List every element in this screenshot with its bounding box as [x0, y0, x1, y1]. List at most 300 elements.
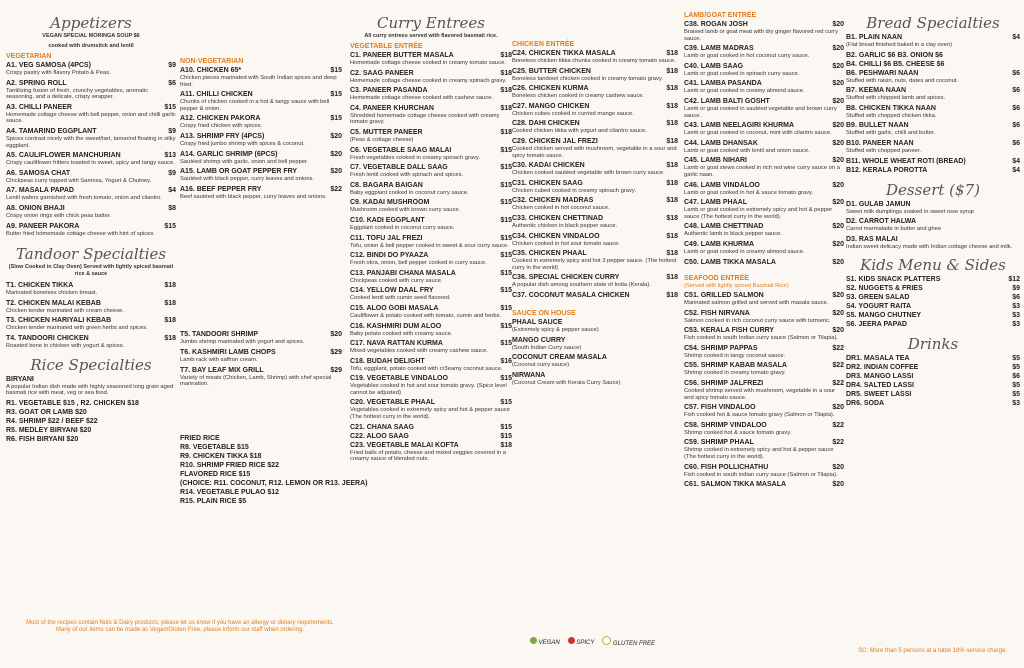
item-desc: Chickpeas curry topped with Samosa, Yogurt & Chutney. — [6, 177, 152, 184]
item-name: DR3. MANGO LASSI — [846, 373, 914, 381]
veg-entree-column — [350, 8, 512, 662]
item-price: $18 — [666, 85, 678, 93]
item-price: $13 — [164, 152, 176, 160]
item-name: T1. CHICKEN TIKKA — [6, 282, 74, 290]
item-desc: Vegetables cooked in hot and sour tomato gravy. (Spice level cannot be adjusted) — [350, 383, 507, 396]
item-desc: Braised lamb or goat meat with dry ginger flavored red curry sauce. — [684, 29, 839, 42]
menu-item — [350, 69, 512, 85]
item-name: C32. CHICKEN MADRAS — [512, 197, 594, 205]
menu-item — [846, 51, 1020, 60]
item-name: C43. LAMB NEELAGIRI KHURMA — [684, 122, 795, 130]
menu-item — [350, 339, 512, 355]
item-name: C60. FISH POLLICHATHU — [684, 463, 769, 471]
item-price: $16 — [500, 357, 512, 365]
menu-item — [180, 167, 342, 183]
menu-item — [512, 179, 678, 195]
dessert-list — [846, 200, 1020, 251]
item-price: $18 — [500, 441, 512, 449]
item-name: A10. CHICKEN 65* — [180, 67, 242, 74]
menu-item — [6, 417, 176, 426]
item-name: C21. CHANA SAAG — [350, 423, 414, 431]
item-desc: Mixed vegetables cooked with creamy cashew sauce. — [350, 348, 488, 355]
item-price: $20 — [832, 223, 844, 231]
item-name: C14. YELLOW DAAL FRY — [350, 287, 434, 295]
item-price: $3 — [1012, 303, 1020, 311]
item-desc: Fried balls of potato, cheese and mixed veggies covered in a creamy sauce of blended nuts. — [350, 449, 506, 463]
item-name: C18. BUDAH DELIGHT — [350, 357, 425, 365]
item-desc: Crispy onion rings with chick peas batter. — [6, 212, 112, 219]
item-name: C36. SPECIAL CHICKEN CURRY — [512, 274, 620, 282]
menu-item — [512, 102, 678, 118]
menu-item — [350, 234, 512, 250]
menu-item — [6, 151, 176, 167]
item-price: $15 — [330, 67, 342, 74]
item-desc: Shrimp cooked in tangy coconut sauce. — [684, 352, 786, 359]
item-name: A1. VEG SAMOSA (4PCS) — [6, 62, 91, 69]
item-desc: Jumbo shrimp marinated with yogurt and spices. — [180, 339, 305, 346]
item-name: R15. PLAIN RICE $5 — [180, 497, 247, 505]
menu-item — [846, 104, 1020, 120]
menu-item — [180, 132, 342, 148]
menu-item — [350, 423, 512, 432]
menu-item — [684, 379, 844, 401]
item-name: A8. ONION BHAJI — [6, 204, 65, 212]
appetizers-veg-column — [6, 8, 176, 662]
item-price: $3 — [1012, 400, 1020, 408]
item-name: C30. KADAI CHICKEN — [512, 162, 585, 170]
menu-item — [684, 198, 844, 220]
biryani-list — [6, 399, 176, 444]
menu-item — [6, 299, 176, 315]
menu-item — [684, 291, 844, 307]
menu-item — [684, 20, 844, 42]
rice-title: Rice Specialties — [30, 355, 152, 374]
item-name: A6. SAMOSA CHAT — [6, 169, 71, 177]
menu-item — [512, 371, 678, 387]
item-desc: Stuffed with chopped chicken tikka. — [846, 112, 937, 119]
item-price: $18 — [666, 137, 678, 145]
item-price: $15 — [500, 287, 512, 295]
item-price: $20 — [832, 97, 844, 105]
menu-item — [846, 86, 1020, 102]
item-name: DR2. INDIAN COFFEE — [846, 364, 919, 372]
sauce-list — [512, 318, 678, 386]
menu-item — [846, 320, 1020, 329]
item-name: A3. CHILLI PANEER — [6, 103, 72, 111]
item-name: DR5. SWEET LASSI — [846, 391, 912, 399]
menu-item — [6, 426, 176, 435]
item-price: $6 — [1012, 104, 1020, 112]
menu-item — [180, 114, 342, 130]
menu-item — [350, 104, 512, 126]
item-desc: Lamb or goat cooked in hot coconut curry sauce. — [684, 53, 810, 60]
menu-item — [180, 150, 342, 166]
item-desc: Shredded homemade cottage cheese cooked with creamy tomato gravy. — [350, 112, 500, 126]
menu-item — [350, 322, 512, 338]
item-desc: Crispy cauliflower fritters toasted in sweet, spicy and tangy sauce. — [6, 160, 175, 167]
item-desc: Homemade cottage cheese cooked with cashew sauce. — [350, 95, 494, 102]
item-name: T2. CHICKEN MALAI KEBAB — [6, 299, 101, 307]
item-desc: Fresh lentil cooked with spinach and spices. — [350, 172, 464, 179]
lamb-category: LAMB/GOAT ENTRÉE — [684, 12, 757, 19]
item-name: C47. LAMB PHAAL — [684, 199, 748, 207]
item-price: $22 — [832, 362, 844, 370]
menu-item — [846, 399, 1020, 408]
item-desc: Stuffed with chopped paneer. — [846, 147, 921, 154]
item-price: $20 — [330, 132, 342, 140]
item-price: $18 — [164, 299, 176, 307]
item-desc: Lamb or goat cooked with lentil and onion sauce. — [684, 147, 810, 154]
item-name: A15. LAMB OR GOAT PEPPER FRY — [180, 168, 298, 176]
item-desc: Mushroom cooked with brown curry sauce. — [350, 207, 461, 214]
item-name: C58. SHRIMP VINDALOO — [684, 421, 767, 429]
item-name: FRIED RICE — [180, 434, 220, 442]
item-price: $6 — [1012, 122, 1020, 130]
allergy-note: Most of the recipes contain Nuts & Dairy products; please let us know if you have an allergy or dietary requirements. Many of our items can be made as Vegan/Gluten Free, please inform our staff when ordering. — [26, 620, 334, 633]
item-desc: Fish cooked in south Indian curry sauce (Salmon or Tilapia). — [684, 335, 839, 342]
menu-item — [512, 137, 678, 159]
item-price: $15 — [500, 399, 512, 407]
item-price: $18 — [666, 120, 678, 128]
item-desc: Baby potato cooked with creamy sauce. — [350, 330, 453, 337]
menu-item — [684, 121, 844, 137]
item-price: $15 — [500, 423, 512, 431]
item-name: T6. KASHMIRI LAMB CHOPS — [180, 348, 276, 356]
item-price: $15 — [500, 340, 512, 348]
item-desc: Chicken cooked sautéed vegetable with brown curry sauce. — [512, 170, 665, 177]
chicken-entree-category: CHICKEN ENTRÉE — [512, 41, 575, 48]
item-desc: Cooked in extremely spicy and hot 3 pepper sauce. (The hottest curry in the world) — [512, 258, 677, 271]
item-desc: Boneless chicken cooked in creamy cashew sauce. — [512, 93, 645, 100]
item-name: C39. LAMB MADRAS — [684, 45, 754, 53]
item-desc: Baby eggplant cooked in coconut curry sauce. — [350, 189, 469, 196]
item-name: D1. GULAB JAMUN — [846, 200, 911, 208]
item-desc: Lamb or goat cooked in hot & sauce tomato gravy. — [684, 189, 814, 196]
item-price: $20 — [832, 122, 844, 130]
dessert-title: Dessert ($7) — [886, 180, 980, 199]
item-name: A5. CAULIFLOWER MANCHURIAN — [6, 152, 121, 160]
menu-item — [684, 463, 844, 479]
item-name: C53. KERALA FISH CURRY — [684, 327, 775, 335]
item-name: S5. MANGO CHUTNEY — [846, 312, 922, 320]
item-desc: Crispy fried chicken with spices. — [180, 123, 263, 130]
item-price: $20 — [832, 404, 844, 412]
item-name: C52. FISH NIRVANA — [684, 309, 750, 317]
item-name: S3. GREEN SALAD — [846, 294, 910, 302]
legend — [530, 636, 655, 647]
item-price: $18 — [500, 104, 512, 112]
item-name: A13. SHRIMP FRY (4PCS) — [180, 132, 265, 140]
item-desc: Roasted bone in chicken with yogurt & spices. — [6, 342, 125, 349]
menu-item — [180, 488, 342, 497]
item-desc: Homemade cottage cheese with bell pepper, onion and chilli garlic sauce. — [6, 111, 176, 125]
menu-item — [512, 161, 678, 177]
vegan-legend: VEGAN — [530, 637, 560, 646]
item-name: PHAAL SAUCE — [512, 318, 563, 326]
menu-item — [684, 344, 844, 360]
menu-item — [350, 398, 512, 420]
item-price: $20 — [832, 21, 844, 28]
item-desc: Indian sweet delicacy made with Indian cottage cheese and milk. — [846, 243, 1013, 250]
item-price: $18 — [500, 128, 512, 136]
item-name: C27. MANGO CHICKEN — [512, 102, 590, 110]
item-desc: Shrimp cooked hot & sauce tomato gravy. — [684, 429, 792, 436]
item-price: $20 — [330, 150, 342, 158]
item-name: A4. TAMARIND EGGPLANT — [6, 127, 97, 135]
menu-item — [512, 273, 678, 289]
menu-item — [180, 434, 342, 443]
soup-special-desc: cooked with drumstick and lentil — [48, 43, 134, 49]
item-price: $22 — [832, 380, 844, 388]
menu-item — [846, 60, 1020, 69]
item-name: B10. PANEER NAAN — [846, 139, 914, 147]
item-name: C20. VEGETABLE PHAAL — [350, 399, 436, 407]
item-name: T3. CHICKEN HARIYALI KEBAB — [6, 317, 112, 325]
item-name: C11. TOFU JAL FREZI — [350, 234, 423, 242]
item-desc: Marinated salmon grilled and served with masala sauce. — [684, 300, 829, 307]
item-price: $5 — [1012, 391, 1020, 399]
menu-item — [350, 269, 512, 285]
menu-item — [846, 363, 1020, 372]
item-name: DR4. SALTED LASSI — [846, 382, 914, 390]
item-price: $6 — [1012, 87, 1020, 95]
menu-item — [180, 185, 342, 201]
item-name: DR6. SODA — [846, 400, 885, 408]
item-desc: Eggplant cooked in coconut curry sauce. — [350, 224, 455, 231]
soup-special: VEGAN SPECIAL MORINGA SOUP $6 — [42, 33, 140, 39]
menu-item — [846, 166, 1020, 175]
menu-item — [180, 479, 368, 488]
item-desc: Lamb or goat cooked in coconut, mint with cilantro sauce. — [684, 130, 832, 137]
item-price: $22 — [832, 439, 844, 447]
item-name: C5. MUTTER PANEER — [350, 128, 423, 136]
item-name: C37. COCONUT MASALA CHICKEN — [512, 291, 630, 299]
menu-item — [684, 44, 844, 60]
drinks-list — [846, 354, 1020, 408]
spicy-legend: SPICY — [568, 637, 595, 646]
item-name: R5. MEDLEY BIRYANI $20 — [6, 426, 92, 434]
biryani-desc: A popular Indian dish made with highly seasoned long grain aged basmati rice with meat, veg or sea food. — [6, 383, 174, 397]
service-charge-note: SC: More than 5 persons at a table 18% service charge. — [858, 648, 1008, 654]
item-price: $5 — [1012, 364, 1020, 372]
item-name: T4. TANDOORI CHICKEN — [6, 334, 89, 342]
item-price: $22 — [832, 421, 844, 429]
item-name: R6. FISH BIRYANI $20 — [6, 435, 79, 443]
item-price: $6 — [168, 79, 176, 87]
item-desc: Lamb or goat cooked in spinach curry sauce. — [684, 70, 800, 77]
item-desc: Lamb or goat cooked in creamy almond sauce. — [684, 248, 805, 255]
item-desc: Authentic chicken in black pepper sauce. — [512, 222, 618, 229]
item-price: $18 — [666, 291, 678, 299]
item-desc: Chicken tender marinated with cream cheese. — [6, 307, 124, 314]
item-name: S6. JEERA PAPAD — [846, 321, 907, 329]
item-desc: Fish cooked hot & sauce tomato gravy (Salmon or Tilapia). — [684, 412, 835, 419]
item-name: C10. KADI EGGPLANT — [350, 216, 425, 224]
kids-list — [846, 275, 1020, 329]
menu-item — [350, 51, 512, 67]
chicken-entree-list — [512, 49, 678, 300]
menu-item — [846, 275, 1020, 284]
item-price: $4 — [1012, 166, 1020, 174]
item-name: C16. KASHMIRI DUM ALOO — [350, 322, 442, 330]
item-price: $15 — [500, 146, 512, 154]
menu-item — [846, 390, 1020, 399]
menu-item — [684, 403, 844, 419]
appetizers-nonveg-column — [180, 8, 368, 662]
item-price: $15 — [500, 304, 512, 312]
menu-item — [684, 258, 844, 267]
item-desc: Chicken pieces marinated with South Indian spices and deep fried. — [180, 75, 337, 88]
item-desc: (Coconut Cream with Kerala Curry Sauce) — [512, 379, 621, 386]
item-name: C45. LAMB NIHARI — [684, 157, 748, 165]
item-name: R8. VEGETABLE $15 — [180, 443, 249, 451]
lamb-seafood-column — [684, 8, 844, 662]
item-desc: Sautéed shrimp with garlic, onion and bell pepper. — [180, 158, 309, 165]
menu-item — [512, 196, 678, 212]
item-name: R10. SHRIMP FRIED RICE $22 — [180, 461, 280, 469]
kids-title: Kids Menu & Sides — [860, 256, 1006, 275]
tandoor-title: Tandoor Specialties — [15, 245, 167, 264]
item-desc: Marinated boneless chicken breast. — [6, 290, 98, 297]
item-price: $9 — [1012, 285, 1020, 293]
item-name: C49. LAMB KHURMA — [684, 240, 754, 248]
item-desc: Vegetables cooked in extremely spicy and hot & pepper sauce (The hottest curry in the world). — [350, 407, 510, 421]
menu-item — [512, 84, 678, 100]
tandoor-sub: (Slow Cooked in Clay Oven) Served with lightly spiced basmati rice & sauce — [8, 264, 174, 278]
item-name: DR1. MASALA TEA — [846, 355, 910, 363]
item-name: A14. GARLIC SHRIMP (6PCS) — [180, 150, 278, 158]
bread-list — [846, 33, 1020, 175]
item-name: B4. CHILLI $6 B5. CHEESE $6 — [846, 60, 945, 68]
item-desc: Shrimp cooked in creamy tomato gravy. — [684, 370, 786, 377]
item-name: C8. BAGARA BAIGAN — [350, 181, 423, 189]
item-name: C9. KADAI MUSHROOM — [350, 199, 430, 207]
veg-entree-list — [350, 51, 512, 463]
menu-item — [846, 372, 1020, 381]
appetizers-title: Appetizers — [50, 14, 132, 32]
menu-item — [6, 222, 176, 238]
leaf-icon — [530, 637, 537, 644]
item-desc: Cauliflower & potato cooked with tomato, cumin and herbs. — [350, 312, 502, 319]
item-name: MANGO CURRY — [512, 336, 566, 344]
item-price: $29 — [330, 348, 342, 356]
menu-item — [684, 62, 844, 78]
menu-item — [684, 421, 844, 437]
item-price: $18 — [666, 250, 678, 258]
item-price: $20 — [832, 199, 844, 207]
item-price: $9 — [168, 62, 176, 69]
item-price: $15 — [500, 269, 512, 277]
item-name: C59. SHRIMP PHAAL — [684, 439, 754, 447]
menu-item — [6, 61, 176, 77]
item-name: (CHOICE: R11. COCONUT, R12. LEMON OR R13. JEERA) — [180, 479, 368, 487]
item-price: $5 — [1012, 355, 1020, 363]
menu-item — [512, 119, 678, 135]
menu-item — [684, 97, 844, 119]
item-price: $8 — [168, 204, 176, 212]
item-price: $6 — [1012, 373, 1020, 381]
menu-item — [6, 316, 176, 332]
menu-item — [350, 163, 512, 179]
item-desc: (South Indian Curry sauce) — [512, 344, 582, 351]
item-name: C22. ALOO SAAG — [350, 432, 409, 440]
menu-item — [512, 291, 678, 300]
sauce-category: SAUCE ON HOUSE — [512, 309, 576, 317]
item-price: $18 — [666, 214, 678, 222]
item-price: $18 — [164, 317, 176, 325]
item-desc: Cooked shrimp served with mushroom, vegetable in a sour and spicy tomato sauce. — [684, 388, 836, 401]
menu-item — [846, 235, 1020, 251]
menu-item — [512, 249, 678, 271]
item-name: C29. CHICKEN JAL FREZI — [512, 137, 598, 145]
item-name: S1. KIDS SNACK PLATTERS — [846, 276, 941, 284]
menu-item — [350, 251, 512, 267]
menu-item — [512, 67, 678, 83]
item-desc: Variety of meats (Chicken, Lamb, Shrimp) with chef special marination. — [180, 374, 332, 388]
item-desc: Crispy fried jumbo shrimp with spices & coconut. — [180, 140, 305, 147]
item-price: $20 — [832, 62, 844, 70]
item-name: C50. LAMB TIKKA MASALA — [684, 258, 776, 266]
menu-item — [350, 146, 512, 162]
item-name: C42. LAMB BALTI GOSHT — [684, 97, 770, 105]
item-name: B11. WHOLE WHEAT ROTI (BREAD) — [846, 157, 966, 165]
item-price: $18 — [666, 274, 678, 282]
menu-item — [180, 461, 342, 470]
item-desc: Fresh vegetables cooked in creamy spinach gravy. — [350, 154, 481, 161]
item-name: C44. LAMB DHANSAK — [684, 139, 758, 147]
menu-item — [350, 374, 512, 396]
item-name: C23. VEGETABLE MALAI KOFTA — [350, 441, 459, 449]
item-name: S2. NUGGETS & FRIES — [846, 285, 923, 293]
item-name: C38. ROGAN JOSH — [684, 21, 748, 28]
item-name: C61. SALMON TIKKA MASALA — [684, 481, 787, 489]
menu-item — [350, 86, 512, 102]
chicken-entree-column — [512, 8, 678, 662]
menu-item — [512, 336, 678, 352]
biryani-heading: BIRYANI — [6, 375, 34, 383]
item-name: C33. CHICKEN CHETTINAD — [512, 214, 604, 222]
item-name: A12. CHICKEN PAKORA — [180, 115, 261, 123]
item-name: R1. VEGETABLE $15 , R2. CHICKEN $18 — [6, 399, 139, 407]
lamb-list — [684, 20, 844, 267]
menu-item — [684, 181, 844, 197]
item-price: $18 — [500, 52, 512, 59]
item-price: $20 — [832, 258, 844, 266]
item-name: C24. CHICKEN TIKKA MASALA — [512, 50, 616, 57]
item-desc: (Flat bread finished baked in a clay oven) — [846, 42, 953, 48]
item-price: $22 — [330, 185, 342, 193]
item-name: C51. GRILLED SALMON — [684, 292, 764, 300]
menu-item — [6, 186, 176, 202]
item-price: $18 — [500, 87, 512, 95]
item-name: C3. PANEER PASANDA — [350, 87, 428, 95]
item-price: $20 — [330, 168, 342, 176]
item-name: D3. RAS MALAI — [846, 235, 898, 243]
item-desc: Tofu, onion & bell pepper cooked in sweet & sour curry sauce. — [350, 242, 509, 249]
item-desc: Tofu, eggplant, potato cooked with cr3eamy coconut sauce. — [350, 365, 503, 372]
item-desc: Lamb rack with saffron cream. — [180, 356, 258, 363]
item-desc: Chicken cubed cooked in creamy spinach gravy. — [512, 187, 636, 194]
item-price: $18 — [666, 232, 678, 240]
item-desc: Sweet milk dumplings soaked in sweet rose syrup — [846, 208, 974, 215]
item-desc: Homemade cottage cheese cooked in creamy spinach gravy. — [350, 77, 507, 84]
item-price: $20 — [832, 463, 844, 471]
curry-title: Curry Entrees — [377, 14, 485, 32]
item-desc: Cooked lentil with cumin seed flavored. — [350, 295, 451, 302]
item-price: $18 — [164, 282, 176, 290]
item-name: C25. BUTTER CHICKEN — [512, 67, 591, 75]
item-name: C56. SHRIMP JALFREZI — [684, 380, 764, 388]
